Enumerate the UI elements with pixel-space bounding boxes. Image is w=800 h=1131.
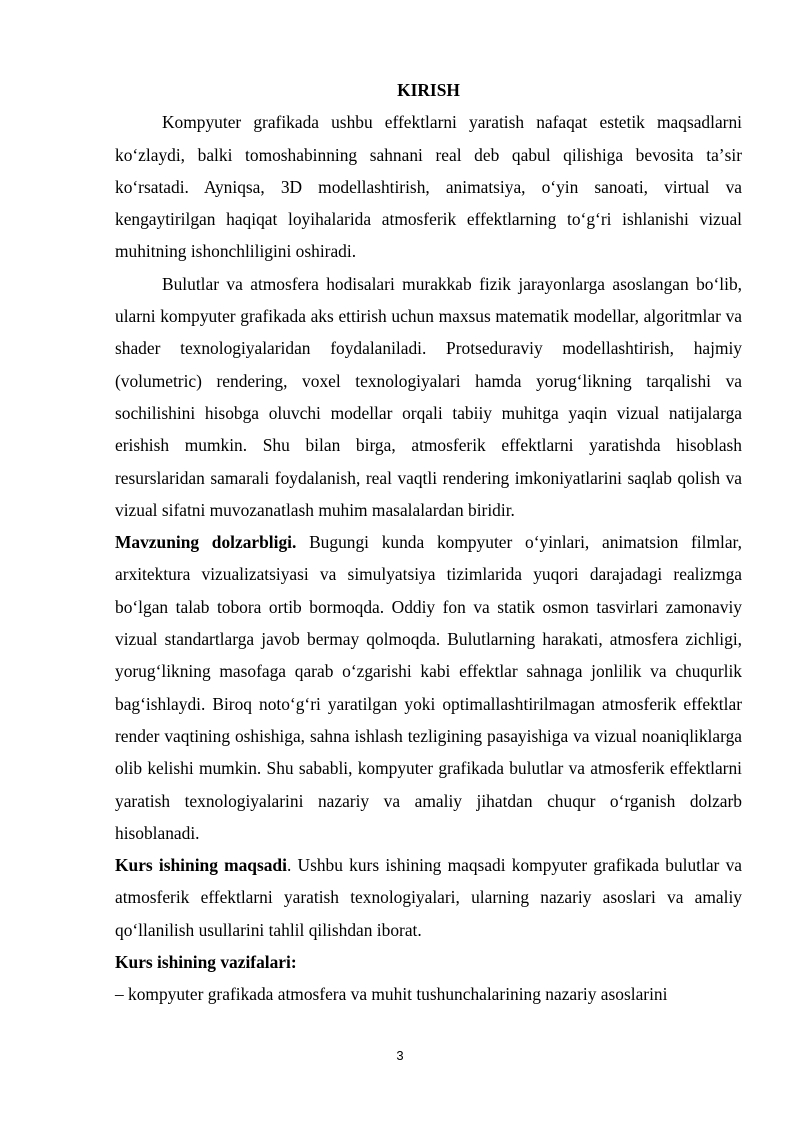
intro-paragraph-1: Kompyuter grafikada ushbu effektlarni yaratish nafaqat estetik maqsadlarni koʻzlaydi, balki tomoshabinning sahnani real deb qabul qilishiga bevosita taʼsir koʻrsatadi. Ayniqsa, 3D modellashtirish, animatsiya, oʻyin sanoati, virtual va kengaytirilgan haqiqat loyihalarida atmosferik effektlarning toʻgʻri ishlanishi vizual muhitning ishonchliligini oshiradi.: [115, 112, 742, 262]
goal-text: . Ushbu kurs ishining maqsadi kompyuter grafikada bulutlar va atmosferik effektlarni yaratish texnologiyalari, ularning nazariy asoslari va amaliy qoʻllanilish usullarini tahlil qilishdan iborat.: [115, 855, 742, 940]
section-title: KIRISH: [397, 80, 460, 100]
task-item: – kompyuter grafikada atmosfera va muhit tushunchalarining nazariy asoslarini: [115, 984, 668, 1005]
tasks-heading: Kurs ishining vazifalari:: [115, 952, 297, 973]
page-number: 3: [396, 1048, 404, 1063]
relevance-paragraph: [115, 526, 742, 849]
goal-paragraph: [115, 849, 742, 946]
relevance-lead: Mavzuning dolzarbligi.: [115, 532, 297, 553]
goal-lead: Kurs ishining maqsadi: [115, 855, 287, 876]
relevance-text: Bugungi kunda kompyuter oʻyinlari, animatsion filmlar, arxitektura vizualizatsiyasi va simulyatsiya tizimlarida yuqori darajadagi realizmga boʻlgan talab tobora ortib bormoqda. Oddiy fon va statik osmon tasvirlari zamonaviy vizual standartlarga javob bermay qolmoqda. Bulutlarning harakati, atmosfera zichligi, yorugʻlikning masofaga qarab oʻzgarishi kabi effektlar sahnaga jonlilik va chuqurlik bagʻishlaydi. Biroq notoʻgʻri yaratilgan yoki optimallashtirilmagan atmosferik effektlar render vaqtining oshishiga, sahna ishlash tezligining pasayishiga va vizual noaniqliklarga olib kelishi mumkin. Shu sababli, kompyuter grafikada bulutlar va atmosferik effektlarni yaratish texnologiyalarini nazariy va amaliy jihatdan chuqur oʻrganish dolzarb hisoblanadi.: [115, 532, 742, 843]
intro-paragraph-2: Bulutlar va atmosfera hodisalari murakkab fizik jarayonlarga asoslangan boʻlib, ularni kompyuter grafikada aks ettirish uchun maxsus matematik modellar, algoritmlar va shader texnologiyalaridan foydalaniladi. Protseduraviy modellashtirish, hajmiy (volumetric) rendering, voxel texnologiyalari hamda yorugʻlikning tarqalishi va sochilishini hisobga oluvchi modellar orqali tabiiy muhitga yaqin vizual natijalarga erishish mumkin. Shu bilan birga, atmosferik effektlarni yaratishda hisoblash resurslaridan samarali foydalanish, real vaqtli rendering imkoniyatlarini saqlab qolish va vizual sifatni muvozanatlash muhim masalalardan biridir.: [115, 273, 742, 520]
document-page: [115, 74, 742, 1011]
